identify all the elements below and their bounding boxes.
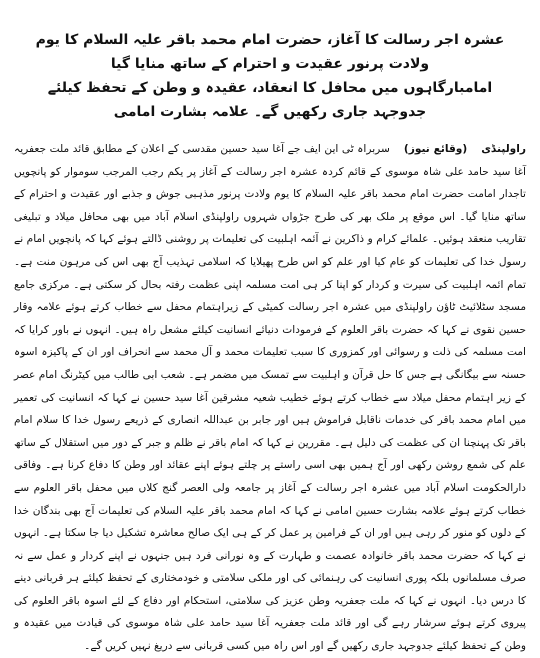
article-body [14, 138, 526, 658]
headline-line-1: عشرہ اجر رسالت کا آغاز، حضرت امام محمد باقر علیہ السلام کا یوم ولادت پرنور عقیدت و احترام کے ساتھ منایا گیا [35, 32, 505, 72]
article-body-text: سربراہ ٹی این ایف جے آغا سید حسین مقدسی کے اعلان کے مطابق قائد ملت جعفریہ آغا سید حامد علی شاہ موسوی کے قائم کردہ عشرہ اجر رسالت کے آغاز پر یکم رجب المرجب سوموار کو پانچویں تاجدار امامت حضرت امام محمد باقر علیہ السلام کا یوم ولادت پرنور مذہبی جوش و جذبے اور عقیدت و احترام کے ساتھ منایا گیا۔ اس موقع پر ملک بھر کی طرح جڑواں شہروں راولپنڈی اسلام آباد میں بھی محافل میلاد و تبلیغی تقاریب منعقد ہوئیں۔ علمائے کرام و ذاکرین نے آئمہ اہلبیت کی تعلیمات پر روشنی ڈالتے ہوئے کہا کہ پانچویں امام نے رسول خدا کی تعلیمات کو عام کیا اور علم کو اس طرح پھیلایا کہ اسلامی تہذیب آج بھی اس کی مرہون منت ہے۔ تمام ائمہ اہلبیت کی سیرت و کردار کو اپنا کر ہی امت مسلمہ اپنی عظمت رفتہ بحال کر سکتی ہے۔ مرکزی جامع مسجد سٹلائیٹ ٹاؤن راولپنڈی میں عشرہ اجر رسالت کمیٹی کے زیراہتمام محفل سے خطاب کرتے ہوئے علامہ وقار حسین نقوی نے کہا کہ حضرت باقر العلوم کے فرمودات دنیائے انسانیت کیلئے مشعل راہ ہیں۔ انہوں نے باور کرایا کہ امت مسلمہ کی ذلت و رسوائی اور کمزوری کا سبب تعلیمات محمد و آل محمد سے انحراف اور ان کے پاکیزہ اسوہ حسنہ سے بیگانگی ہے جس کا حل قرآن و اہلبیت سے تمسک میں مضمر ہے۔ شعب ابی طالب میں کیٹرنگ امام عصر کے زیر اہتمام محفل میلاد سے خطاب کرتے ہوئے خطیب شعیہ مشرقین آغا سید حسین نے کہا کہ انسانیت کی تعمیر میں امام محمد باقر کی خدمات ناقابل فراموش ہیں اور جابر بن عبداللہ انصاری کے ذریعے رسول خدا کا سلام امام باقر تک پہنچنا ان کی عظمت کی دلیل ہے۔ مقررین نے کہا کہ امام باقر نے ظلم و جبر کے دور میں استقلال کے ساتھ علم کی شمع روشن رکھی اور آج ہمیں بھی اسی راستے پر چلتے ہوئے اپنے عقائد اور وطن کا دفاع کرنا ہے۔ وفاقی دارالحکومت اسلام آباد میں عشرہ اجر رسالت کے آغاز پر جامعہ ولی العصر گنج کلاں میں محفل باقر العلوم سے خطاب کرتے ہوئے علامہ بشارت حسین امامی نے کہا کہ امام محمد باقر علیہ السلام کی تعلیمات آج بھی بندگان خدا کے دلوں کو منور کر رہی ہیں اور ان کے فرامین پر عمل کر کے ہی ایک صالح معاشرہ تشکیل دیا جا سکتا ہے۔ انہوں نے کہا کہ حضرت محمد باقر خانوادہ عصمت و طہارت کے وہ نورانی فرد ہیں جنہوں نے اپنے کردار و عمل سے نہ صرف مسلمانوں بلکہ پوری انسانیت کی رہنمائی کی اور ملکی سلامتی و خودمختاری کے تحفظ کیلئے ہر قربانی دینے کا درس دیا۔ انہوں نے کہا کہ ملت جعفریہ وطن عزیز کی سلامتی، استحکام اور دفاع کے لئے اسوہ باقر العلوم کی پیروی کرتے ہوئے سرشار رہے گی اور قائد ملت جعفریہ آغا سید حامد علی شاہ موسوی کی قیادت میں عقیدہ و وطن کے تحفظ کیلئے جدوجہد جاری رکھیں گے اور اس راہ میں کسی قربانی سے دریغ نہیں کریں گے۔ [14, 143, 526, 653]
dateline-agency: (وقائع نیوز) [403, 143, 468, 155]
headline-line-2: امامبارگاہوں میں محافل کا انعقاد، عقیدہ و وطن کے تحفظ کیلئے جدوجہد جاری رکھیں گے۔ علامہ بشارت امامی [47, 80, 493, 120]
article-headline [14, 28, 526, 124]
dateline-city: راولپنڈی [481, 143, 526, 155]
